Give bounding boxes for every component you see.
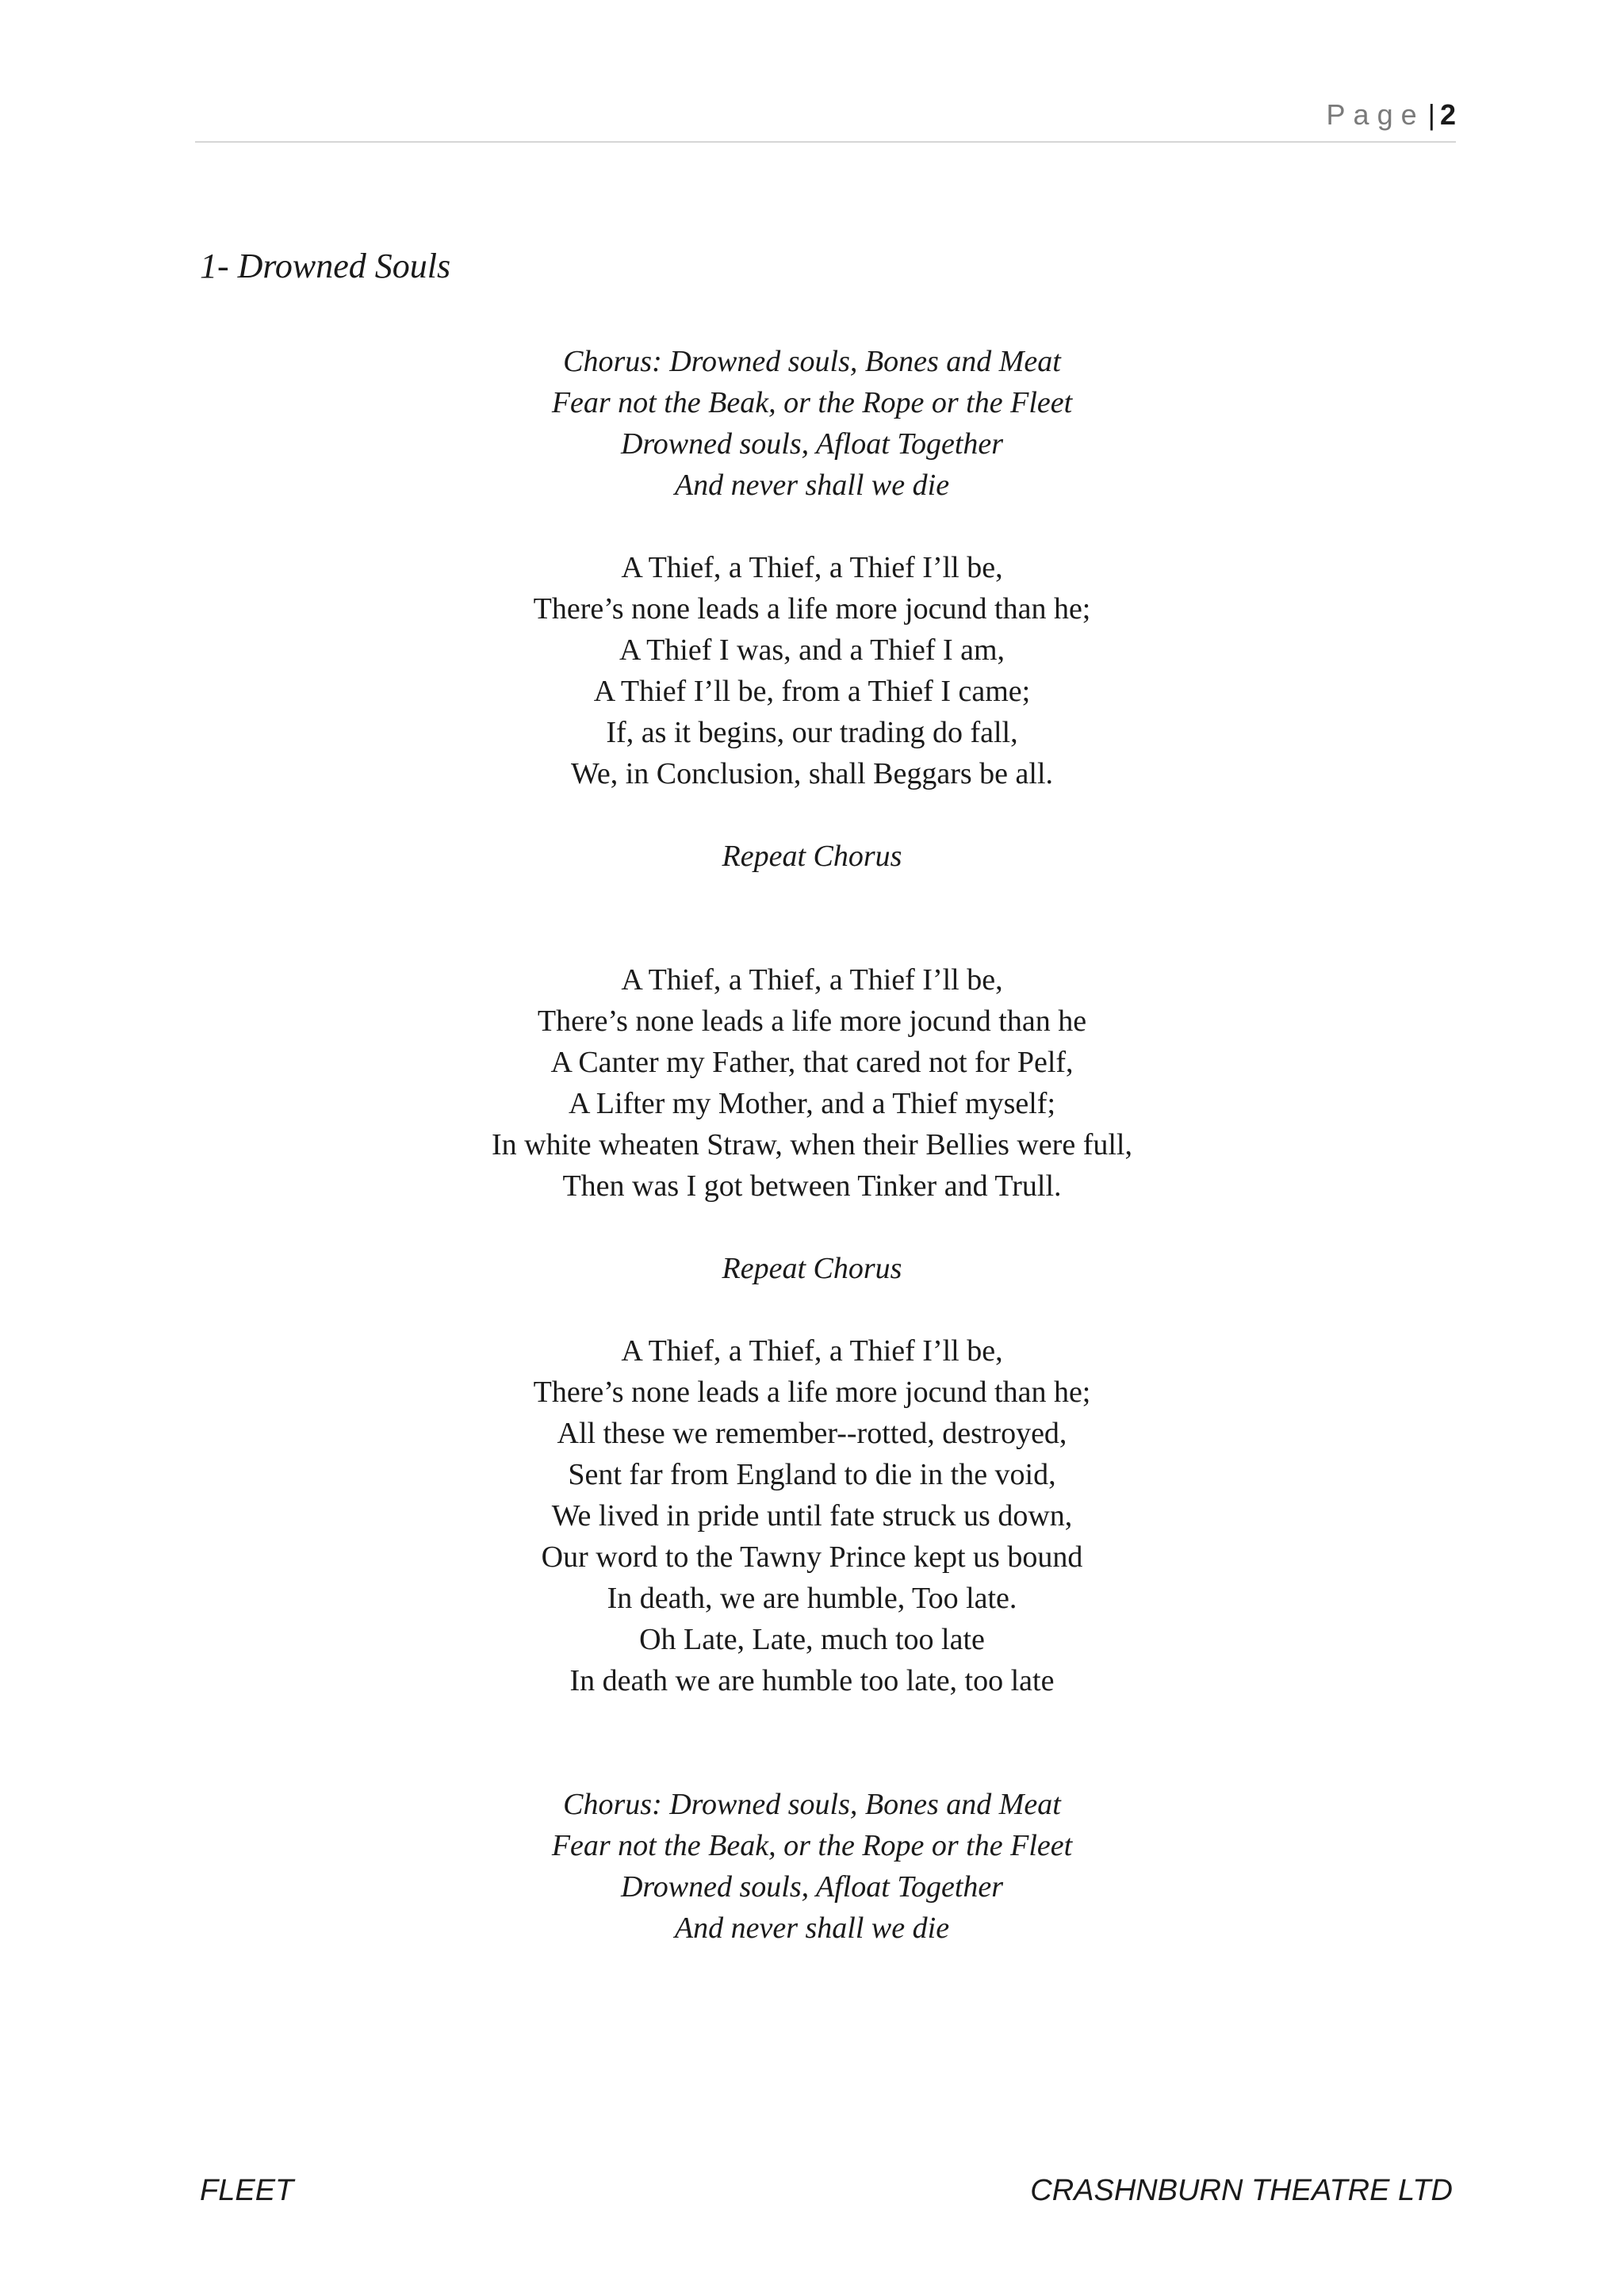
lyric-line: Fear not the Beak, or the Rope or the Fleet: [551, 1829, 1073, 1862]
page-number: 2: [1439, 98, 1456, 131]
verse-block: [0, 547, 1624, 794]
lyric-line: All these we remember--rotted, destroyed,: [557, 1417, 1067, 1450]
lyric-line: A Lifter my Mother, and a Thief myself;: [568, 1087, 1056, 1120]
lyric-line: We, in Conclusion, shall Beggars be all.: [571, 757, 1053, 790]
footer-title: FLEET: [200, 2174, 294, 2207]
lyric-line: Oh Late, Late, much too late: [639, 1623, 985, 1656]
lyric-line: A Thief, a Thief, a Thief I’ll be,: [621, 551, 1003, 584]
chorus-block: [0, 341, 1624, 506]
repeat-chorus-note: [0, 1248, 1624, 1289]
lyrics: [0, 341, 1624, 1949]
lyric-line: Fear not the Beak, or the Rope or the Fleet: [551, 386, 1073, 419]
chorus-block: [0, 1784, 1624, 1949]
verse-block: [0, 959, 1624, 1207]
page-separator: |: [1427, 98, 1435, 131]
lyric-line: Chorus: Drowned souls, Bones and Meat: [563, 1788, 1061, 1821]
lyric-line: And never shall we die: [674, 1911, 950, 1945]
lyric-line: A Thief I was, and a Thief I am,: [619, 633, 1005, 667]
repeat-chorus-note: [0, 836, 1624, 877]
lyric-line: There’s none leads a life more jocund than he: [537, 1004, 1087, 1038]
lyric-line: If, as it begins, our trading do fall,: [606, 716, 1018, 749]
lyric-line: Sent far from England to die in the void,: [568, 1458, 1056, 1491]
repeat-chorus-label: Repeat Chorus: [722, 840, 902, 873]
lyric-line: In death we are humble too late, too late: [569, 1664, 1055, 1697]
verse-block: [0, 1330, 1624, 1701]
page-header: [195, 94, 1456, 143]
page-word: Page: [1326, 98, 1425, 131]
lyric-line: There’s none leads a life more jocund than he;: [533, 1376, 1091, 1409]
lyric-line: In white wheaten Straw, when their Bellies were full,: [492, 1128, 1132, 1161]
lyric-line: There’s none leads a life more jocund than he;: [533, 592, 1091, 626]
lyric-line: A Canter my Father, that cared not for Pelf,: [550, 1046, 1074, 1079]
lyric-line: Then was I got between Tinker and Trull.: [562, 1169, 1062, 1203]
page-number-label: [1327, 98, 1456, 132]
lyric-line: We lived in pride until fate struck us down,: [551, 1499, 1073, 1533]
lyric-line: In death, we are humble, Too late.: [607, 1582, 1017, 1615]
repeat-chorus-label: Repeat Chorus: [722, 1252, 902, 1285]
song-title: 1- Drowned Souls: [200, 247, 451, 285]
lyric-line: Chorus: Drowned souls, Bones and Meat: [563, 345, 1061, 378]
lyric-line: Drowned souls, Afloat Together: [620, 1870, 1004, 1904]
lyric-line: And never shall we die: [674, 469, 950, 502]
lyric-line: Our word to the Tawny Prince kept us bound: [541, 1540, 1083, 1574]
lyric-line: A Thief, a Thief, a Thief I’ll be,: [621, 963, 1003, 997]
lyric-line: A Thief I’ll be, from a Thief I came;: [593, 675, 1031, 708]
lyric-line: Drowned souls, Afloat Together: [620, 427, 1004, 461]
footer-company: CRASHNBURN THEATRE LTD: [1030, 2174, 1453, 2207]
lyric-line: A Thief, a Thief, a Thief I’ll be,: [621, 1334, 1003, 1368]
